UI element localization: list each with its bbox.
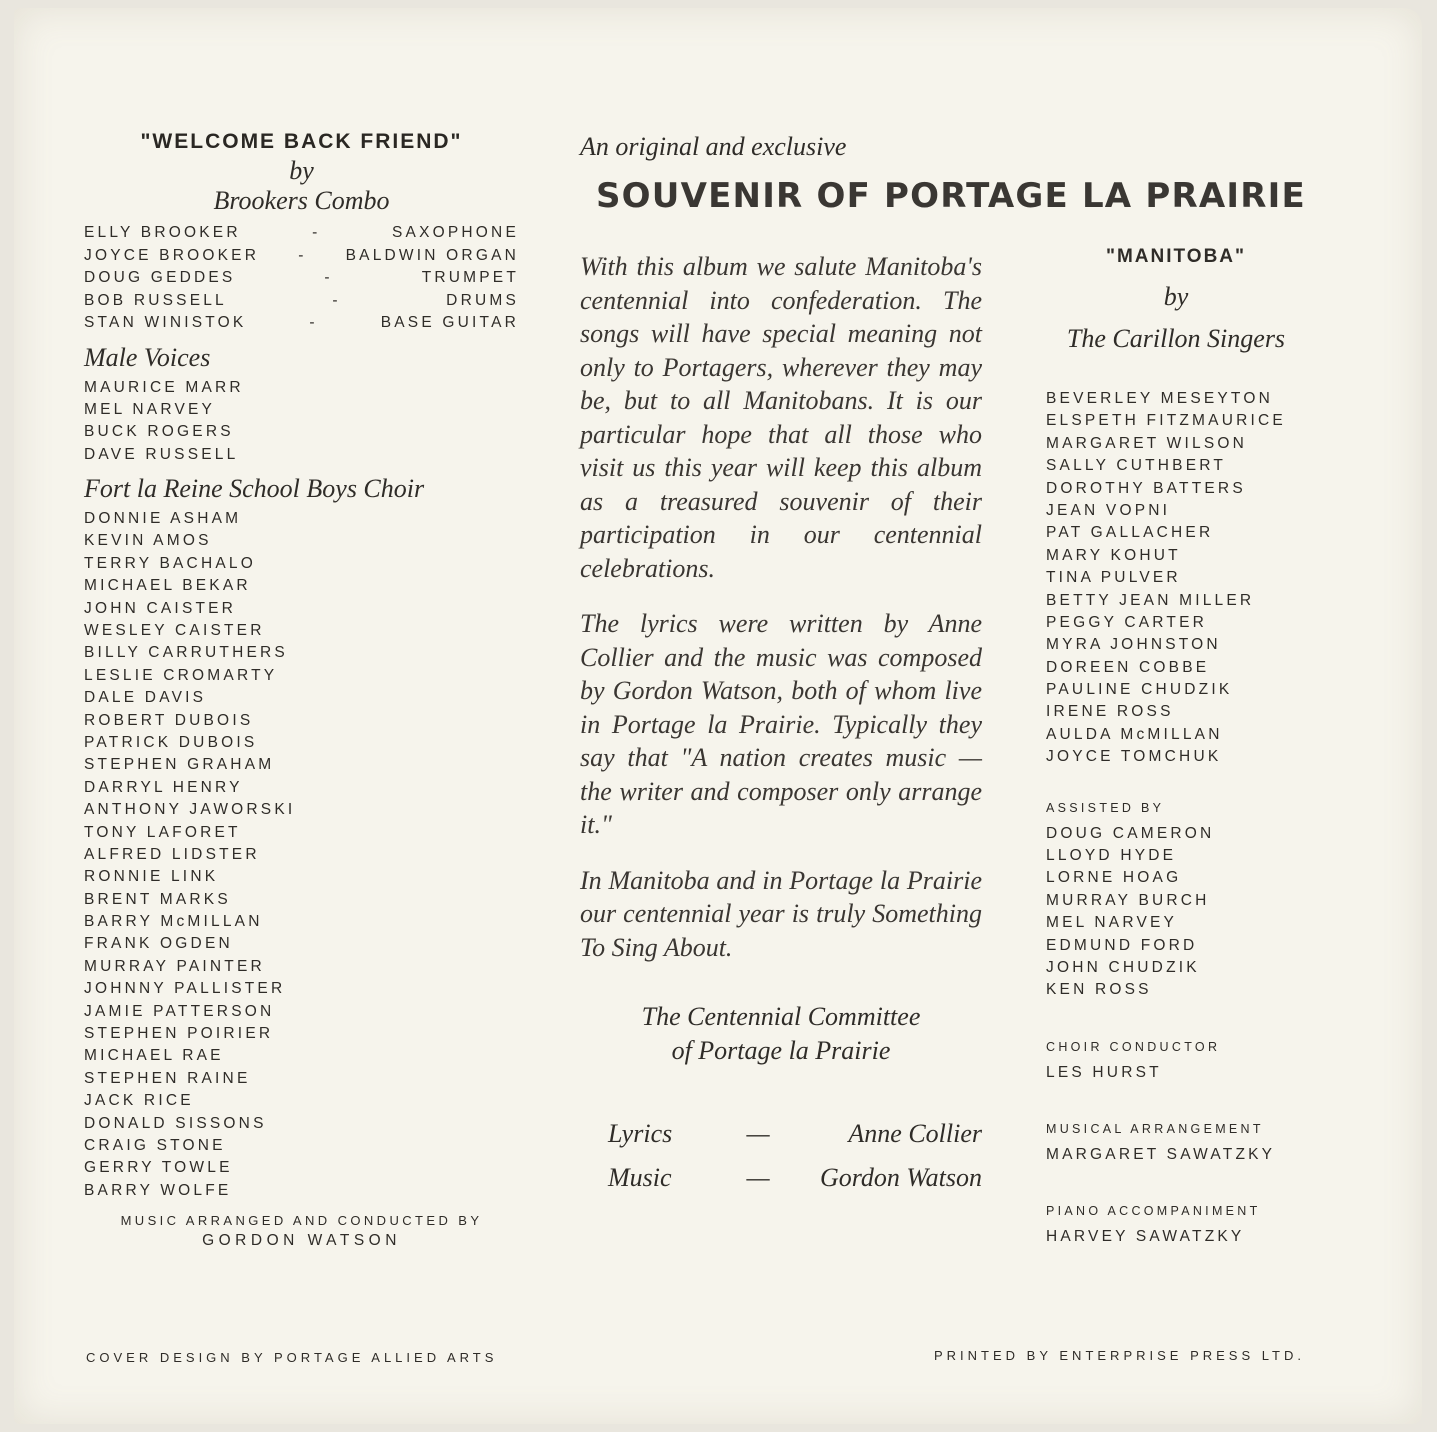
choir-member-name: DONALD SISSONS xyxy=(84,1114,267,1132)
piano-accompaniment-name: HARVEY SAWATZKY xyxy=(1046,1227,1245,1245)
group-name-brookers-combo: Brookers Combo xyxy=(213,186,390,215)
song-title-welcome-back-friend: "WELCOME BACK FRIEND" xyxy=(140,130,463,153)
singer-name: MARGARET WILSON xyxy=(1046,434,1248,452)
male-voice-name: MEL NARVEY xyxy=(84,400,216,418)
musical-arrangement-label: MUSICAL ARRANGEMENT xyxy=(1046,1121,1264,1136)
band-member-row xyxy=(84,267,519,290)
paragraph-1: With this album we salute Manitoba's centennial into confederation. The songs will have special meaning not only to Portagers, wherever they may be, but to all Manitobans. It is our particular hope that all those who visit us this year will keep this album as a treasured souvenir of their participation in our centennial celebrations. xyxy=(580,252,982,583)
credit-row-music xyxy=(580,1156,982,1200)
member-instrument: SAXOPHONE xyxy=(392,224,519,241)
singer-name: SALLY CUTHBERT xyxy=(1046,457,1227,475)
assistant-name: DOUG CAMERON xyxy=(1046,824,1215,842)
choir-member-name: WESLEY CAISTER xyxy=(84,622,265,640)
singer-name: BETTY JEAN MILLER xyxy=(1046,591,1255,609)
choir-member-name: TERRY BACHALO xyxy=(84,554,256,572)
choir-member-name: JAMIE PATTERSON xyxy=(84,1002,275,1020)
member-name: BOB RUSSELL xyxy=(84,291,227,309)
choir-member-name: BARRY McMILLAN xyxy=(84,913,263,931)
assisted-by-label: ASSISTED BY xyxy=(1046,800,1165,815)
member-instrument: BALDWIN ORGAN xyxy=(345,246,520,264)
choir-member-name: STEPHEN GRAHAM xyxy=(84,756,275,774)
singer-name: MARY KOHUT xyxy=(1046,546,1181,564)
singer-name: ELSPETH FITZMAURICE xyxy=(1046,412,1286,430)
assistant-name: JOHN CHUDZIK xyxy=(1046,958,1200,976)
credit-name: Anne Collier xyxy=(848,1119,982,1148)
right-column xyxy=(1046,246,1346,1252)
choir-conductor-name: LES HURST xyxy=(1046,1063,1162,1081)
choir-member-name: DONNIE ASHAM xyxy=(84,510,242,528)
credit-name: Gordon Watson xyxy=(819,1163,982,1192)
choir-member-name: BARRY WOLFE xyxy=(84,1181,232,1199)
intro-text: An original and exclusive xyxy=(580,132,847,161)
band-member-row xyxy=(84,290,519,313)
by-label: by xyxy=(289,156,314,185)
choir-member-name: JACK RICE xyxy=(84,1092,194,1110)
piano-accompaniment-label: PIANO ACCOMPANIMENT xyxy=(1046,1203,1261,1218)
choir-member-name: JOHNNY PALLISTER xyxy=(84,980,286,998)
middle-column xyxy=(580,250,982,1200)
choir-member-name: PATRICK DUBOIS xyxy=(84,733,258,751)
credit-label: Music xyxy=(608,1163,672,1192)
male-voice-name: DAVE RUSSELL xyxy=(84,445,239,463)
choir-member-name: STEPHEN RAINE xyxy=(84,1069,251,1087)
assistant-name: MURRAY BURCH xyxy=(1046,891,1210,909)
choir-member-name: MICHAEL BEKAR xyxy=(84,577,251,595)
choir-member-name: LESLIE CROMARTY xyxy=(84,666,278,684)
member-dash: - xyxy=(309,314,318,331)
choir-member-name: TONY LAFORET xyxy=(84,823,241,841)
left-column xyxy=(84,130,519,1250)
male-voices-heading: Male Voices xyxy=(84,342,211,372)
choir-heading: Fort la Reine School Boys Choir xyxy=(84,474,425,504)
singer-name: DOROTHY BATTERS xyxy=(1046,479,1246,497)
choir-member-name: BRENT MARKS xyxy=(84,890,231,908)
choir-member-name: ANTHONY JAWORSKI xyxy=(84,801,296,819)
assistant-name: KEN ROSS xyxy=(1046,981,1152,999)
choir-member-name: MICHAEL RAE xyxy=(84,1047,224,1065)
choir-member-name: DARRYL HENRY xyxy=(84,778,243,796)
arranged-by-name: GORDON WATSON xyxy=(202,1232,401,1250)
musical-arrangement-name: MARGARET SAWATZKY xyxy=(1046,1145,1276,1163)
band-member-row xyxy=(84,312,519,335)
paragraph-2: The lyrics were written by Anne Collier and the music was composed by Gordon Watson, both of whom live in Portage la Prairie. Typically they say that "A nation creates music — the writer and composer only arrange it." xyxy=(580,609,982,839)
member-dash: - xyxy=(332,291,341,309)
member-instrument: BASE GUITAR xyxy=(380,314,520,331)
choir-member-name: RONNIE LINK xyxy=(84,868,219,886)
member-dash: - xyxy=(324,269,333,286)
printer-credit: PRINTED BY ENTERPRISE PRESS LTD. xyxy=(934,1348,1305,1363)
assistant-name: LORNE HOAG xyxy=(1046,869,1182,887)
committee-line-2: of Portage la Prairie xyxy=(671,1036,891,1065)
band-list xyxy=(84,222,519,335)
song-credits xyxy=(580,1112,982,1200)
male-voice-name: BUCK ROGERS xyxy=(84,423,234,441)
singer-name: IRENE ROSS xyxy=(1046,703,1174,721)
band-member-row xyxy=(84,222,519,245)
choir-member-name: STEPHEN POIRIER xyxy=(84,1025,274,1043)
credit-dash: — xyxy=(746,1163,770,1192)
cover-design-credit: COVER DESIGN BY PORTAGE ALLIED ARTS xyxy=(86,1350,498,1365)
singer-name: PAULINE CHUDZIK xyxy=(1046,681,1233,699)
male-voices-list xyxy=(84,377,519,467)
member-dash: - xyxy=(312,224,321,241)
singer-name: DOREEN COBBE xyxy=(1046,658,1210,676)
choir-member-name: DALE DAVIS xyxy=(84,689,207,707)
credit-dash: — xyxy=(746,1119,770,1148)
band-member-row xyxy=(84,245,519,268)
member-name: JOYCE BROOKER xyxy=(84,246,260,264)
choir-member-name: JOHN CAISTER xyxy=(84,599,237,617)
assistant-name: LLOYD HYDE xyxy=(1046,847,1177,865)
committee-signature xyxy=(580,1000,982,1068)
member-instrument: TRUMPET xyxy=(421,269,519,286)
choir-list xyxy=(84,508,519,1202)
member-name: DOUG GEDDES xyxy=(84,269,236,286)
singer-name: PEGGY CARTER xyxy=(1046,613,1207,631)
member-name: ELLY BROOKER xyxy=(84,224,241,241)
group-name-carillon-singers: The Carillon Singers xyxy=(1066,324,1286,353)
choir-member-name: CRAIG STONE xyxy=(84,1137,226,1154)
singer-name: PAT GALLACHER xyxy=(1046,524,1214,542)
by-label: by xyxy=(1163,282,1189,311)
choir-member-name: GERRY TOWLE xyxy=(84,1159,233,1177)
singer-name: MYRA JOHNSTON xyxy=(1046,636,1221,654)
choir-member-name: BILLY CARRUTHERS xyxy=(84,644,288,662)
singer-name: JOYCE TOMCHUK xyxy=(1046,748,1222,766)
choir-member-name: ROBERT DUBOIS xyxy=(84,711,254,729)
singer-name: TINA PULVER xyxy=(1046,569,1181,587)
arranged-by-label: MUSIC ARRANGED AND CONDUCTED BY xyxy=(120,1213,483,1229)
song-title-manitoba: "MANITOBA" xyxy=(1105,246,1247,267)
assisted-list xyxy=(1046,823,1346,1002)
choir-member-name: MURRAY PAINTER xyxy=(84,957,265,975)
credit-row-lyrics xyxy=(580,1112,982,1156)
choir-member-name: ALFRED LIDSTER xyxy=(84,845,260,863)
choir-member-name: FRANK OGDEN xyxy=(84,935,233,953)
committee-line-1: The Centennial Committee xyxy=(641,1002,921,1031)
male-voice-name: MAURICE MARR xyxy=(84,378,244,396)
singer-name: JEAN VOPNI xyxy=(1046,501,1171,519)
singers-list xyxy=(1046,388,1346,769)
choir-conductor-label: CHOIR CONDUCTOR xyxy=(1046,1039,1221,1054)
assistant-name: MEL NARVEY xyxy=(1046,914,1178,932)
album-title: SOUVENIR OF PORTAGE LA PRAIRIE xyxy=(596,176,1306,216)
choir-member-name: KEVIN AMOS xyxy=(84,532,212,550)
member-instrument: DRUMS xyxy=(446,291,520,309)
record-sleeve-back xyxy=(14,8,1422,1424)
member-dash: - xyxy=(298,246,307,264)
assistant-name: EDMUND FORD xyxy=(1046,936,1198,954)
credit-label: Lyrics xyxy=(608,1119,673,1148)
member-name: STAN WINISTOK xyxy=(84,314,247,331)
singer-name: AULDA McMILLAN xyxy=(1046,725,1223,743)
singer-name: BEVERLEY MESEYTON xyxy=(1046,390,1273,407)
paragraph-3: In Manitoba and in Portage la Prairie our centennial year is truly Something To Sing About. xyxy=(580,865,982,962)
